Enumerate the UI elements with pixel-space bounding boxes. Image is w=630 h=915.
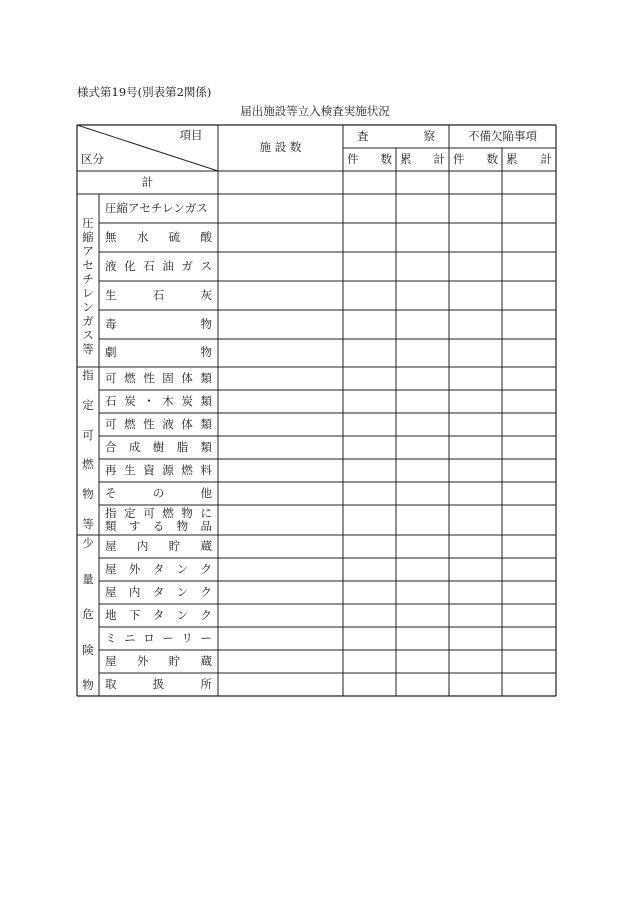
row-label-1-4: 再 生 資 源 燃 料	[105, 462, 212, 477]
row-label-2-3: 地 下 タ ン ク	[105, 607, 212, 622]
row-label-0-2: 液 化 石 油 ガ ス	[105, 258, 212, 273]
header-item-label: 項目	[179, 128, 203, 143]
row-label-0-5: 劇 物	[105, 345, 212, 360]
header-deficiency-cumulative: 累 計	[506, 151, 552, 166]
row-label-0-1: 無 水 硫 酸	[105, 229, 212, 244]
row-label-1-5: そ の 他	[105, 485, 212, 500]
group-label-0: 圧 縮 ア セ チ レ ン ガ ス 等	[82, 216, 94, 356]
header-deficiency-count: 件 数	[453, 151, 498, 166]
total-label: 計	[141, 174, 154, 189]
row-label-2-4: ミ ニ ロ ー リ ー	[105, 630, 212, 645]
header-inspection-cumulative: 累 計	[400, 151, 445, 166]
header-deficiency: 不備欠陥事項	[468, 128, 537, 143]
row-label-2-1: 屋 外 タ ン ク	[105, 561, 212, 576]
row-label-0-4: 毒 物	[105, 316, 212, 331]
header-facility-count: 施 設 数	[259, 140, 302, 155]
row-label-2-6: 取 扱 所	[105, 676, 212, 691]
row-label-2-0: 屋 内 貯 蔵	[105, 538, 212, 553]
row-label-1-2: 可 燃 性 液 体 類	[105, 416, 212, 431]
header-inspection: 査 察	[357, 128, 435, 143]
row-label-0-3: 生 石 灰	[105, 287, 212, 302]
row-label-1-1: 石 炭 ・ 木 炭 類	[105, 393, 212, 408]
header-category-label: 区分	[81, 152, 104, 167]
row-label-1-6: 指 定 可 燃 物 に 類 す る 物 品	[105, 505, 212, 533]
row-label-1-3: 合 成 樹 脂 類	[105, 439, 212, 454]
group-label-2: 少 量 危 険 物	[82, 536, 94, 692]
form-number: 様式第19号(別表第2関係)	[77, 85, 212, 99]
row-label-2-5: 屋 外 貯 蔵	[105, 653, 212, 668]
header-inspection-count: 件 数	[347, 151, 392, 166]
form-title: 届出施設等立入検査実施状況	[240, 104, 390, 118]
row-label-1-0: 可 燃 性 固 体 類	[105, 370, 212, 385]
row-label-2-2: 屋 内 タ ン ク	[105, 584, 212, 599]
row-label-0-0: 圧縮アセチレンガス	[105, 200, 208, 215]
group-label-1: 指 定 可 燃 物 等	[82, 368, 94, 531]
